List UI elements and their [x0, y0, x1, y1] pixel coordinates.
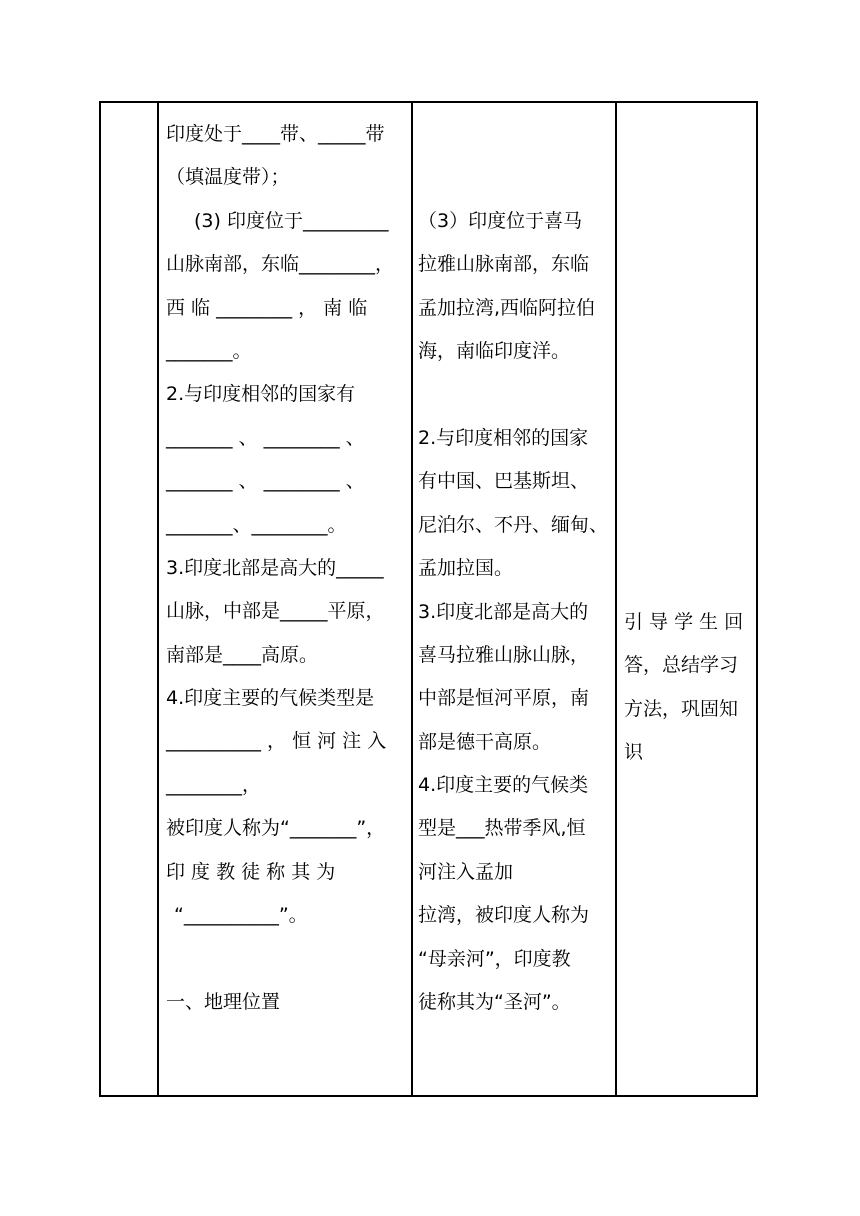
answer-line: 尼泊尔、不丹、缅甸、: [418, 513, 609, 536]
question-column: [166, 113, 406, 1024]
answer-line: 孟加拉湾,西临阿拉伯: [418, 296, 596, 319]
answer-line: 海，南临印度洋。: [418, 340, 571, 363]
answer-line: 4.印度主要的气候类: [418, 774, 589, 797]
answer-line: 拉雅山脉南部，东临: [418, 253, 590, 276]
question-line: （填温度带）；: [166, 166, 290, 189]
question-line: 印度处于____带、_____带: [166, 123, 385, 145]
question-line: _______、________。: [166, 513, 347, 536]
answer-column: [418, 200, 608, 1024]
answer-line: 型是___热带季风,恒: [418, 817, 586, 840]
column-divider-1: [157, 101, 159, 1097]
column-divider-2: [411, 101, 413, 1097]
answer-line: 有中国、巴基斯坦、: [418, 470, 590, 493]
question-line: _______ 、 ________ 、: [166, 470, 365, 493]
question-line: 4.印度主要的气候类型是: [166, 687, 375, 710]
column-divider-3: [615, 101, 617, 1097]
question-line: “__________”。: [174, 904, 308, 927]
answer-line: 中部是恒河平原，南: [418, 687, 590, 710]
question-line: __________ ， 恒 河 注 入: [166, 730, 387, 753]
table-right-border: [756, 101, 758, 1097]
question-line: 2.与印度相邻的国家有: [166, 383, 356, 406]
lesson-table: [99, 101, 758, 1097]
intent-line: 答，总结学习: [624, 654, 739, 677]
question-line: 被印度人称为“_______”，: [166, 817, 386, 840]
question-line: ________，: [166, 773, 262, 796]
answer-line: 拉湾，被印度人称为: [418, 904, 590, 927]
question-line: 西 临 ________ ， 南 临: [166, 296, 368, 319]
question-line: 山脉南部，东临________，: [166, 253, 395, 276]
question-line: _______。: [166, 339, 252, 362]
table-bottom-border: [99, 1095, 758, 1097]
answer-line: 孟加拉国。: [418, 557, 514, 580]
intent-line: 方法，巩固知: [624, 697, 739, 720]
question-line: _______ 、 ________ 、: [166, 426, 365, 449]
intent-line: 引 导 学 生 回: [624, 611, 744, 633]
question-line: (3) 印度位于_________: [194, 209, 389, 232]
answer-line: 河注入孟加: [418, 860, 514, 883]
table-top-border: [99, 101, 758, 103]
question-line: 印 度 教 徒 称 其 为: [166, 860, 336, 883]
intent-line: 识: [624, 741, 644, 764]
answer-line: 2.与印度相邻的国家: [418, 426, 589, 449]
answer-line: 3.印度北部是高大的: [418, 600, 589, 623]
answer-line: 部是德干高原。: [418, 730, 552, 753]
spacer-line: [418, 374, 608, 417]
answer-line: （3）印度位于喜马: [418, 210, 583, 232]
answer-line: “母亲河”，印度教: [418, 947, 571, 970]
question-line: 南部是____高原。: [166, 643, 319, 666]
table-left-border: [99, 101, 101, 1097]
spacer-line: [166, 937, 406, 980]
question-line: 山脉，中部是_____平原，: [166, 600, 385, 623]
answer-line: 徒称其为“圣河”。: [418, 991, 571, 1014]
answer-line: 喜马拉雅山脉山脉，: [418, 643, 590, 666]
question-line: 3.印度北部是高大的_____: [166, 556, 384, 579]
intent-column: [624, 601, 748, 775]
section-heading: 一、地理位置: [166, 990, 281, 1013]
